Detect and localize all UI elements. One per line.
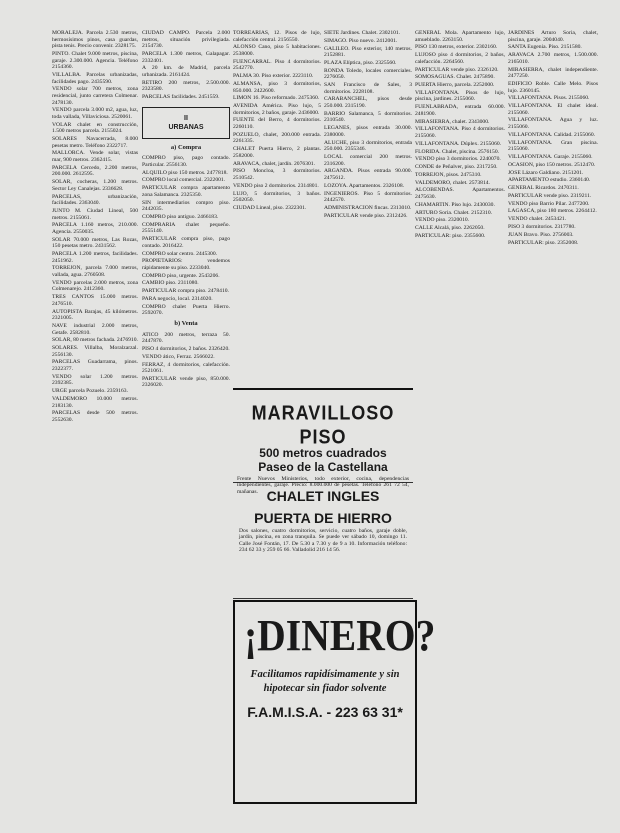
ad-phone: F.A.M.I.S.A. - 223 63 31* — [247, 704, 403, 720]
classified-ad: VENDO piso 2 dormitorios. 2314801. — [233, 182, 319, 189]
ad-headline: CHALET INGLES — [266, 488, 380, 504]
classified-ad: PROPIETARIOS: vendemos rápidamente su piso. 2233040. — [142, 258, 230, 271]
classified-ad: AVENIDA América. Piso lujo, 5 dormitorios, 2 baños, garaje. 2436000. — [233, 103, 321, 116]
classified-ad: SOLARES. Villalba, Moralzarzal. 2556130. — [52, 345, 138, 358]
classified-ad: VILLAFONTANA. Dúplex. 2155060. — [415, 140, 502, 147]
classified-ad: AUTOPISTA Barajas, 45 kilómetros. 2321005. — [52, 308, 138, 322]
classified-column-6 — [508, 30, 598, 820]
classified-ad: FLORIDA. Chalet, piscina. 2576150. — [415, 148, 500, 155]
classified-ad: PARTICULAR compra piso. 2478410. — [142, 288, 229, 295]
classified-ad: LUJO, 5 dormitorios, 3 baños. 2502050. — [233, 190, 321, 204]
classified-ad: VILLALBA. Parcelas urbanizadas, facilidades pago. 2435590. — [52, 71, 138, 85]
classified-ad: TORREJON, pisos. 2475310. — [415, 171, 482, 178]
classified-column-1 — [52, 30, 138, 800]
classified-ad: PUERTA Hierro, parcela. 2252000. — [415, 82, 495, 89]
classified-ad: ATICO 200 metros, terraza 50. 2447870. — [142, 331, 230, 345]
classified-ad: PARTICULAR compra piso, pago contado. 2016422. — [142, 236, 230, 249]
classified-ad: PARCELAS facilidades. 2451559. — [142, 94, 220, 101]
classified-ad: VENDO piso. 2320010. — [415, 217, 470, 224]
classified-ad: MALLORCA. Vende solar, vistas mar, 900 metros. 2362415. — [52, 150, 138, 163]
classified-ad: COMPRO piso, pago contado. Particular. 2556130. — [142, 155, 230, 168]
ad-subheadline: 500 metros cuadrados — [259, 446, 387, 460]
classified-ad: FUENTE del Berro, 4 dormitorios. 2260110. — [233, 117, 321, 131]
classified-ad: VALDEMORO 10.000 metros. 2183130. — [52, 395, 138, 409]
classified-ad: ALMANSA, piso 3 dormitorios, 850.000. 2422600. — [233, 80, 321, 94]
classified-ad: FERRAZ, 4 dormitorios, calefacción. 2521061. — [142, 361, 230, 375]
classified-ad: SOLAR, cocheras, 1.200 metros. Sector Ley Canalejas. 2336628. — [52, 179, 138, 192]
classified-ad: EDIFICIO Roble. Calle Melo. Pisos lujo. 2360145. — [508, 80, 598, 94]
classified-ad: ALQUILO piso 150 metros. 2477818. — [142, 169, 228, 176]
classified-ad: PARCELA Cercedo, 2.200 metros, 200.000. 2612595. — [52, 164, 138, 178]
classified-ad: GENERAL Mola. Apartamento lujo, amueblado. 2263150. — [415, 30, 505, 43]
ad-body: Dos salones, cuatro dormitorios, servicio, cuatro baños, garaje doble, jardín, piscina, en zona tranquila. Se puede ver sábado 10, domingo 11. Calle José Fontán, 17. De 5.30 a 7.30 y de 9 a 10. Información teléfono: 234 62 33 y 259 05 66. Valladolid 216 14 56. — [239, 528, 407, 554]
classified-ad: CIUDAD Lineal, piso. 2322301. — [233, 204, 307, 211]
classified-ad: APARTAMENTO estudio. 2360140. — [508, 177, 591, 184]
classified-ad: COMPRO local comercial. 2322001. — [142, 177, 226, 184]
classified-ad: VILLAFONTANA. Pisos de lujo, piscina, jardines. 2155060. — [415, 89, 505, 103]
subsection-heading: b) Venta — [174, 319, 198, 327]
classified-ad: VENDO ático, Ferraz. 2566022. — [142, 353, 215, 360]
classified-ad: PARTICULAR vende piso. 2312426. — [324, 212, 408, 219]
classified-column-2 — [142, 30, 230, 410]
classified-ad: PALMA 30. Piso exterior. 2223110. — [233, 73, 314, 80]
display-ad-piso — [233, 388, 413, 495]
classified-ad: PARTICULAR vende piso. 2326120. — [415, 66, 499, 73]
classified-ad: URGE parcela Pozuelo. 2359163. — [52, 388, 128, 395]
classified-ad: SIMAGO. Piso nuevo. 2412001. — [324, 37, 398, 44]
classified-ad: FUENCARRAL. Piso 4 dormitorios. 2542770. — [233, 58, 321, 72]
classified-ad: VILLAFONTANA. Pisos. 2155060. — [508, 95, 590, 102]
classified-ad: VILLAFONTANA. Gran piscina. 2155060. — [508, 139, 598, 153]
classified-ad: VENDO solar 700 metros, zona residencial, junto carretera Colmenar. 2478130. — [52, 86, 138, 106]
classified-ad: SANTA Eugenia. Piso. 2151580. — [508, 44, 582, 51]
classified-ad: TORREJON, parcela 7.000 metros, vallada, agua. 2760508. — [52, 265, 138, 278]
classified-ad: PISO 130 metros, exterior. 2302160. — [415, 44, 498, 51]
classified-ad: A 20 km. de Madrid, parcela urbanizada. 2161424. — [142, 65, 230, 78]
classified-ad: PARCELAS desde 500 metros. 2552630. — [52, 410, 138, 423]
classified-ad: VENDO parcela 3.000 m2, agua, luz, toda vallada, Villaviciosa. 2520061. — [52, 107, 138, 120]
classified-ad: PARTICULAR: piso. 2352008. — [508, 239, 579, 246]
classified-ad: PARTICULAR: piso. 2355600. — [415, 232, 486, 239]
ad-headline: MARAVILLOSO PISO — [251, 400, 395, 448]
section-number: II — [184, 114, 188, 122]
classified-ad: PARCELAS Guadarrama, pinos. 2322377. — [52, 359, 138, 373]
classified-ad: COMPRARIA chalet pequeño. 2555140. — [142, 221, 230, 235]
classified-ad: CAMBIO piso. 2311080. — [142, 280, 199, 287]
classified-ad: PARCELA 1.160 metros, 210.000. Agencia. 2550035. — [52, 222, 138, 235]
classified-ad: LIMON 16. Piso reformado. 2475360. — [233, 95, 320, 102]
classified-ad: SOMOSAGUAS. Chalet. 2475890. — [415, 74, 495, 81]
classified-ad: PARTICULAR compra apartamento zona Salamanca. 2325350. — [142, 185, 230, 198]
classified-ad: RETIRO 200 metros, 2.500.000. 2323580. — [142, 79, 230, 93]
classified-ad: JUNTO M. Ciudad Lineal, 500 metros. 2155061. — [52, 207, 138, 221]
classified-ad: ALONSO Cano, piso 5 habitaciones. 2538000. — [233, 44, 321, 57]
classified-ad: JARDINES Arturo Soria, chalet, piscina, garaje. 2004040. — [508, 30, 598, 43]
classified-ad: VILLAFONTANA. El chalet ideal. 2155060. — [508, 103, 598, 116]
classified-ad: LEGANES, pisos entrada 30.000. 2380000. — [324, 125, 412, 138]
classified-ad: COMPRO piso, urgente. 2543206. — [142, 272, 220, 279]
classified-ad: PISO Moncloa, 3 dormitorios. 2510542. — [233, 168, 321, 181]
classified-ad: VENDO piso 3 dormitorios. 2240070. — [415, 156, 501, 163]
classified-ad: SOLAR 70.000 metros, Las Rozas, 150 pesetas metro. 2431562. — [52, 236, 138, 250]
classified-ad: LAGASCA, piso 180 metros. 2264412. — [508, 208, 597, 215]
classified-column-3 — [233, 30, 321, 410]
classified-ad: PARCELA 1.200 metros, facilidades. 2451962. — [52, 251, 138, 264]
classified-ad: PARTICULAR vende piso, 850.000. 2326020. — [142, 375, 230, 389]
classified-ad: ALUCHE, piso 3 dormitorios, entrada 250.000. 2355346. — [324, 139, 412, 153]
classified-ad: PARCELA 1.300 metros, Galapagar. 2332401. — [142, 50, 230, 64]
classified-ad: ARTURO Soria. Chalet. 2152310. — [415, 209, 493, 216]
classified-ad: VILLAFONTANA. Calidad. 2155060. — [508, 131, 596, 138]
classified-column-5 — [415, 30, 505, 820]
subsection-heading: a) Compra — [170, 143, 202, 151]
ad-headline: ¡DINERO? — [244, 611, 436, 660]
classified-ad: SAN Francisco de Sales, 3 dormitorios. 2228108. — [324, 82, 412, 95]
classified-ad: ALCOBENDAS. Apartamentos. 2475630. — [415, 187, 505, 201]
classified-ad: VENDO parcelas 2.000 metros, zona Colmenarejo. 2412360. — [52, 279, 138, 293]
classified-ad: ARAVACA, chalet, jardín. 2076301. — [233, 160, 315, 167]
classified-ad: SIN intermediarios compro piso. 2442035. — [142, 199, 230, 213]
classified-ad: VALDEMORO, chalet. 2573814. — [415, 179, 490, 186]
classified-ad: POZUELO, chalet, 200.000 entrada. 2261335. — [233, 131, 321, 145]
classified-ad: MIRASIERRA, chalet independiente. 2477250. — [508, 66, 598, 80]
classified-ad: LOZOYA. Apartamentos. 2326108. — [324, 182, 405, 189]
classified-ad: VENDO piso Barrio Pilar. 2477200. — [508, 200, 590, 207]
classified-ad: COMPRO solar centro. 2445300. — [142, 250, 218, 257]
classified-ad: PISO 3 dormitorios. 2317780. — [508, 224, 576, 230]
classified-ad: LUJOSO piso 4 dormitorios, 2 baños, calefacción. 2264560. — [415, 52, 505, 65]
classified-ad: MIRASIERRA, chalet. 2343000. — [415, 118, 490, 125]
classified-ad: VENDO chalet. 2453421. — [508, 216, 567, 223]
classified-ad: COMPRO piso antiguo. 2466183. — [142, 213, 219, 220]
classified-ad: NAVE industrial 2.000 metros, Getafe. 2582810. — [52, 322, 138, 336]
classified-ad: PINTO. Chalet 9.000 metros, piscina, garaje. 2.300.000. Agencia. Teléfono 2154360. — [52, 50, 138, 71]
classified-ad: PLAZA Elíptica, piso. 2325560. — [324, 59, 397, 66]
classified-ad: VOLAR chalet en construcción, 1.500 metros parcela. 2155024. — [52, 121, 138, 135]
classified-column-4 — [324, 30, 412, 410]
classified-ad: PISO 4 dormitorios, 2 baños. 2326420. — [142, 345, 230, 352]
classified-ad: PARA negocio, local. 2314020. — [142, 296, 213, 302]
classified-ad: SIETE Jardines. Chalet. 2302101. — [324, 30, 401, 36]
classified-ad: LOCAL comercial 200 metros. 2316200. — [324, 153, 412, 167]
classified-ad: INGENIEROS. Piso 5 dormitorios. 2442570. — [324, 190, 412, 204]
classified-ad: ARAVACA 2.700 metros, 1.500.000. 2165010. — [508, 52, 598, 65]
classified-ad: VILLAFONTANA. Garaje. 2155060. — [508, 153, 593, 160]
classified-ad: CARABANCHEL, pisos desde 250.000. 2315190. — [324, 96, 412, 110]
classified-ad: PARCELAS, urbanización, facilidades. 2363040. — [52, 193, 138, 207]
classified-ad: FUENLABRADA, entrada 60.000. 2481900. — [415, 104, 505, 117]
classified-ad: ARGANDA. Pisos entrada 90.000. 2475612. — [324, 168, 412, 181]
classified-ad: OCASION, piso 150 metros. 2512470. — [508, 161, 596, 168]
classified-ad: ADMINISTRACION fincas. 2313010. — [324, 204, 412, 211]
display-ad-dinero — [233, 600, 436, 804]
classified-ad: PARTICULAR vende piso. 2319211. — [508, 192, 592, 199]
ad-headline: PUERTA DE HIERRO — [254, 510, 392, 526]
classified-ad: VENDO solar 1.200 metros. 2392385. — [52, 373, 138, 387]
classified-ad: GALILEO. Piso exterior, 140 metros. 2152881. — [324, 45, 412, 59]
classified-ad: TORREARIAS, 12. Pisos de lujo, calefacción central. 2156550. — [233, 30, 321, 43]
classified-ad: RONDA Toledo, locales comerciales. 2276050. — [324, 67, 412, 81]
classified-ad: JOSE Lázaro Galdiano. 2151201. — [508, 169, 584, 176]
classified-ad: SOLAR, 80 metros fachada. 2476910. — [52, 337, 138, 344]
classified-ad: BARRIO Salamanca, 5 dormitorios. 2310540. — [324, 110, 412, 124]
section-title: URBANAS — [168, 123, 204, 131]
classified-ad: SOLARES Navacerrada, 8.000 pesetas metro. Teléfono 2322717. — [52, 136, 138, 149]
classified-ad: JUAN Bravo. Piso. 2756003. — [508, 231, 574, 238]
classified-ad: MORALEJA. Parcela 2.530 metros, hermosísimos pinos, casa guardas, pista tenis. Precio convenir. 2328175. — [52, 30, 138, 50]
classified-ad: CALLE Alcalá, piso. 2262050. — [415, 225, 485, 232]
classified-ad: CIUDAD CAMPO. Parcela 2.000 metros, situación privilegiada. 2154730. — [142, 30, 230, 50]
ad-body: Facilitamos rapidísimamente y sin hipotecar sin fiador solvente — [250, 669, 400, 694]
classified-ad: TRES CANTOS 15.000 metros. 2476510. — [52, 294, 138, 307]
classified-ad: GENERAL Ricardos. 2470311. — [508, 185, 579, 192]
classified-ad: CHAMARTIN. Piso lujo. 2430030. — [415, 201, 495, 208]
classified-ad: CHALET Puerta Hierro, 2 plantas. 2582000. — [233, 146, 321, 159]
section-header — [142, 107, 230, 139]
display-ad-chalet — [233, 482, 413, 599]
classified-ad: CONDE de Peñalver, piso. 2317250. — [415, 164, 498, 171]
classified-ad: VILLAFONTANA. Agua y luz. 2155060. — [508, 117, 598, 131]
ad-subheadline: Paseo de la Castellana — [258, 460, 388, 474]
classified-ad: COMPRO chalet Puerta Hierro. 2592070. — [142, 303, 230, 317]
classified-ad: VILLAFONTANA. Piso 4 dormitorios. 2155060. — [415, 126, 505, 139]
ad-body: Frente Nuevos Ministerios, todo exterior, cocina, dependencias independientes, garaje. Precio: 8.000.000 de pesetas. Teléfono 261 72 54, mañanas. — [237, 476, 409, 495]
